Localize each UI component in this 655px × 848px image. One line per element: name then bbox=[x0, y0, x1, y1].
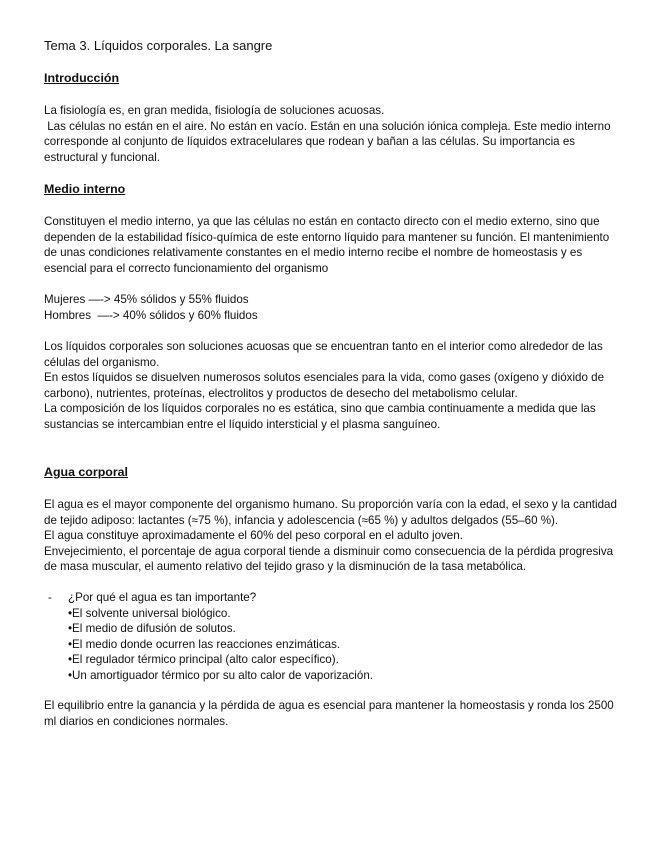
agua-paragraph-1: El agua es el mayor componente del organismo humano. Su proporción varía con la edad, el sexo y la cantidad de tejido adiposo: lactantes (≈75 %), infancia y adolescencia (≈65 %) y adultos delgados (55–60 %). bbox=[44, 498, 617, 527]
agua-paragraph-4: El equilibrio entre la ganancia y la pérdida de agua es esencial para mantener la homeostasis y ronda los 2500 ml diarios en condiciones normales. bbox=[44, 699, 614, 728]
list-item: •Un amortiguador térmico por su alto calor de vaporización. bbox=[68, 668, 373, 682]
agua-paragraph-2: El agua constituye aproximadamente el 60% del peso corporal en el adulto joven. bbox=[44, 529, 463, 543]
intro-paragraph-2: Las células no están en el aire. No están en vacío. Están en una solución iónica compleja. Este medio interno corresponde al conjunto de líquidos extracelulares que rodean y bañan a las células. Su importancia es estructural y funcional. bbox=[44, 119, 614, 164]
list-item: •El regulador térmico principal (alto calor específico). bbox=[68, 653, 339, 666]
list-item: •El solvente universal biológico. bbox=[68, 606, 231, 620]
medio-paragraph-1: Constituyen el medio interno, ya que las células no están en contacto directo con el medio externo, sino que dependen de la estabilidad físico-química de este entorno líquido para mantener su función. El mantenimiento de unas condiciones relativamente constantes en el medio interno recibe el nombre de homeostasis y es esencial para el correcto funcionamiento del organismo bbox=[44, 215, 610, 275]
heading-medio-interno: Medio interno bbox=[44, 182, 126, 196]
intro-section bbox=[44, 103, 624, 165]
list-item: •El medio donde ocurren las reacciones enzimáticas. bbox=[68, 637, 341, 651]
list-item: •El medio de difusión de solutos. bbox=[68, 622, 236, 635]
heading-introduccion: Introducción bbox=[44, 71, 120, 85]
medio-paragraph-4: La composición de los líquidos corporales no es estática, sino que cambia continuamente a medida que las sustancias se intercambian entre el líquido intersticial y el plasma sanguíneo. bbox=[44, 402, 596, 431]
document-title: Tema 3. Líquidos corporales. La sangre bbox=[44, 38, 273, 53]
importance-list bbox=[44, 590, 624, 686]
heading-agua-corporal: Agua corporal bbox=[44, 465, 128, 479]
intro-paragraph-1: La fisiología es, en gran medida, fisiología de soluciones acuosas. bbox=[44, 104, 385, 117]
list-question: ¿Por qué el agua es tan importante? bbox=[68, 591, 257, 604]
mujeres-line: Mujeres —-> 45% sólidos y 55% fluidos bbox=[44, 293, 249, 306]
hombres-line: Hombres —-> 40% sólidos y 60% fluidos bbox=[44, 309, 258, 322]
medio-section-2 bbox=[44, 339, 624, 433]
medio-paragraph-3: En estos líquidos se disuelven numerosos solutos esenciales para la vida, como gases (oxígeno y dióxido de carbono), nutrientes, proteínas, electrolitos y productos de desecho del metabolismo celular. bbox=[44, 371, 605, 400]
agua-paragraph-3: Envejecimiento, el porcentaje de agua corporal tiende a disminuir como consecuencia de la pérdida progresiva de masa muscular, el aumento relativo del tejido graso y la disminución de la tasa metabólica. bbox=[44, 544, 614, 574]
list-dash: - bbox=[48, 591, 52, 604]
medio-paragraph-2: Los líquidos corporales son soluciones acuosas que se encuentran tanto en el interior como alrededor de las células del organismo. bbox=[44, 340, 603, 369]
agua-section bbox=[44, 497, 624, 575]
